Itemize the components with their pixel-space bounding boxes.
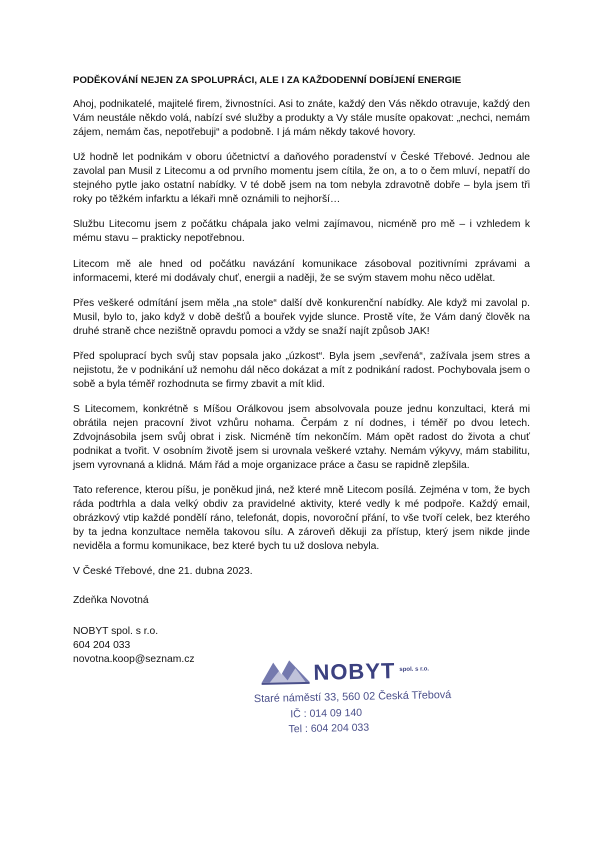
stamp-ic: IČ : 014 09 140 [290, 706, 363, 721]
signature-email: novotna.koop@seznam.cz [73, 654, 195, 666]
paragraph-before: Před spoluprací bych svůj stav popsala jako „úzkost“. Byla jsem „sevřená“, zažívala jsem stres a nejistotu, že v podnikání už nemohu dál něco dokázat a mít z podnikání radost. Pochybovala jsem o sobě a byla téměř rozhodnuta se firmy zbavit a mít klid. [73, 351, 530, 390]
paragraph-reference: Tato reference, kterou píšu, je poněkud jiná, než které mně Litecom posílá. Zejména v tom, že bych ráda podtrhla a dala velký obdiv za pravidelné aktivity, které vedly k mé podpoře. Každý email, obrázkový vtip každé pondělí ráno, telefonát, dopis, novoroční přání, to vše tvoří celek, bez kterého by ta jedna konzultace neměla takovou sílu. A zároveň děkuji za přístup, který jsem nikde jinde neviděla a formu komunikace, bez které bych tu už doslova nebyla. [73, 485, 530, 553]
paragraph-competition: Přes veškeré odmítání jsem měla „na stole“ další dvě konkurenční nabídky. Ale když mi zavolal p. Musil, bylo to, jako když v době dešťů a bouřek vyjde slunce. Prostě víte, že Vám daný člověk na druhé straně chce nezištně opravdu pomoci a vždy se snaží najít způsob JAK! [73, 297, 530, 337]
paragraph-communication: Litecom mě ale hned od počátku navázání komunikace zásoboval pozitivními zprávami a informacemi, které mi dodávaly chuť, energii a naději, že se svým stavem mohu něco udělat. [73, 258, 530, 284]
stamp-brand: NOBYT [313, 658, 396, 685]
date-line: V České Třebové, dne 21. dubna 2023. [73, 566, 253, 578]
paragraph-consultation: S Litecomem, konkrétně s Míšou Orálkovou jsem absolvovala pouze jednu konzultaci, která mi obrátila nejen pracovní život vzhůru nohama. Čerpám z ní dodnes, i téměř po dvou letech. Zdvojnásobila jsem svůj obrat i zisk. Nicméně tím nekončím. Mám opět radost do života a chuť podnikat a tvořit. V osobním životě jsem si urovnala veškeré vztahy. Nemám výkyvy, mám stabilitu, jsem vyrovnaná a klidná. Mám řád a moje organizace práce a času se rapidně zlepšila. [73, 404, 530, 472]
paragraph-first-impression: Službu Litecomu jsem z počátku chápala jako velmi zajímavou, nicméně pro mě – i vzhledem k mému stavu – prakticky nepotřebnou. [73, 219, 530, 245]
nobyt-logo-icon [259, 656, 312, 687]
signature-phone: 604 204 033 [73, 640, 131, 652]
stamp-tel: Tel : 604 204 033 [288, 721, 370, 736]
signature-company: NOBYT spol. s r.o. [73, 626, 159, 638]
stamp-suffix: spol. s r.o. [399, 666, 430, 674]
stamp-address: Staré náměstí 33, 560 02 Česká Třebová [253, 688, 452, 706]
letter-body [73, 74, 530, 667]
paragraph-greeting: Ahoj, podnikatelé, majitelé firem, živnostníci. Asi to znáte, každý den Vás někdo otravuje, každý den Vám neustále někdo volá, nabízí své služby a produkty a Vy stále musíte opakovat: „nechci, nemám zájem, nemám čas, nepotřebuji“ a podobně. I já mám někdy takové hovory. [73, 99, 530, 138]
letter-title: PODĚKOVÁNÍ NEJEN ZA SPOLUPRÁCI, ALE I ZA KAŽDODENNÍ DOBÍJENÍ ENERGIE [73, 75, 462, 86]
signature-name: Zdeňka Novotná [73, 595, 149, 607]
paragraph-background: Už hodně let podnikám v oboru účetnictví a daňového poradenství v České Třebové. Jednou ale zavolal pan Musil z Litecomu a od prvního momentu jsem cítila, že on, a to o čem mluví, nepatří do stejného pytle jako ostatní nabídky. V té době jsem na tom nebyla zdravotně dobře – byla jsem tři roky po těžkém infarktu a lékaři mně oznámili to nejhorší… [73, 152, 530, 205]
company-stamp [253, 653, 455, 747]
